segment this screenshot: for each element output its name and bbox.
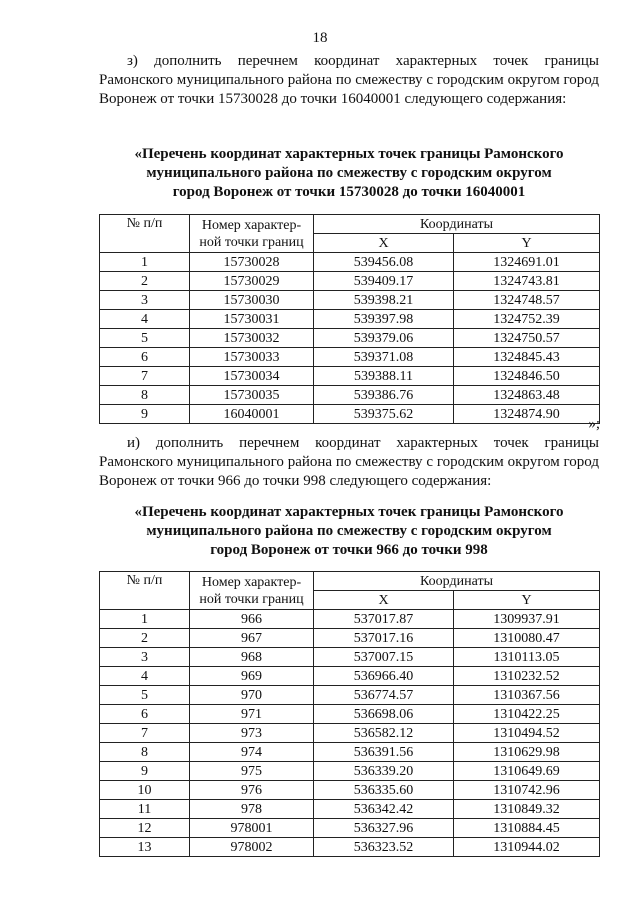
row-number: 9 <box>100 762 190 781</box>
point-number: 978001 <box>190 819 314 838</box>
page-number: 18 <box>312 30 328 46</box>
paragraph-z: з) дополнить перечнем координат характерных точек границы Рамонского муниципального района по смежеству с городским округом город Воронеж от точки 15730028 до точки 16040001 следующего содержания: <box>99 53 599 107</box>
header-point-number: Номер характер- ной точки границ <box>190 215 314 253</box>
point-number: 975 <box>190 762 314 781</box>
table-row <box>100 610 600 629</box>
point-number: 976 <box>190 781 314 800</box>
coordinate-x: 536342.42 <box>314 800 454 819</box>
closing-quote: »; <box>588 416 600 432</box>
row-number: 5 <box>100 329 190 348</box>
coordinate-y: 1310232.52 <box>454 667 600 686</box>
header-x: X <box>314 234 454 253</box>
point-number: 968 <box>190 648 314 667</box>
coordinate-y: 1310629.98 <box>454 743 600 762</box>
row-number: 2 <box>100 629 190 648</box>
row-number: 8 <box>100 743 190 762</box>
row-number: 8 <box>100 386 190 405</box>
coordinate-x: 537007.15 <box>314 648 454 667</box>
coordinate-y: 1324845.43 <box>454 348 600 367</box>
row-number: 5 <box>100 686 190 705</box>
coordinate-x: 539398.21 <box>314 291 454 310</box>
point-number: 15730035 <box>190 386 314 405</box>
paragraph-i: и) дополнить перечнем координат характерных точек границы Рамонского муниципального района по смежеству с городским округом город Воронеж от точки 966 до точки 998 следующего содержания: <box>99 435 599 489</box>
coordinate-y: 1324748.57 <box>454 291 600 310</box>
header-coordinates: Координаты <box>314 572 600 591</box>
point-number: 978002 <box>190 838 314 857</box>
coordinate-y: 1324874.90 <box>454 405 600 424</box>
table-row <box>100 781 600 800</box>
coordinate-y: 1324752.39 <box>454 310 600 329</box>
row-number: 1 <box>100 253 190 272</box>
table-row <box>100 762 600 781</box>
table-row <box>100 386 600 405</box>
coordinate-y: 1324750.57 <box>454 329 600 348</box>
table-heading-1: «Перечень координат характерных точек границы Рамонского муниципального района по смежеству с городским округом город Воронеж от точки 15730028 до точки 16040001 <box>134 146 564 200</box>
row-number: 9 <box>100 405 190 424</box>
coordinate-y: 1324863.48 <box>454 386 600 405</box>
point-number: 16040001 <box>190 405 314 424</box>
table-row <box>100 743 600 762</box>
point-number: 970 <box>190 686 314 705</box>
row-number: 3 <box>100 291 190 310</box>
coordinate-x: 537017.87 <box>314 610 454 629</box>
table-row <box>100 686 600 705</box>
table-row <box>100 272 600 291</box>
coordinate-y: 1310944.02 <box>454 838 600 857</box>
coordinates-table-2 <box>99 571 600 857</box>
row-number: 6 <box>100 348 190 367</box>
header-x: X <box>314 591 454 610</box>
point-number: 15730032 <box>190 329 314 348</box>
coordinates-table-1 <box>99 214 600 424</box>
point-number: 966 <box>190 610 314 629</box>
coordinate-x: 536774.57 <box>314 686 454 705</box>
coordinate-x: 536966.40 <box>314 667 454 686</box>
coordinate-y: 1324691.01 <box>454 253 600 272</box>
table-heading-2: «Перечень координат характерных точек границы Рамонского муниципального района по смежеству с городским округом город Воронеж от точки 966 до точки 998 <box>134 504 564 558</box>
point-number: 978 <box>190 800 314 819</box>
coordinate-x: 539379.06 <box>314 329 454 348</box>
point-number: 15730034 <box>190 367 314 386</box>
table-row <box>100 367 600 386</box>
coordinate-x: 539397.98 <box>314 310 454 329</box>
row-number: 13 <box>100 838 190 857</box>
coordinate-x: 536698.06 <box>314 705 454 724</box>
table-row <box>100 724 600 743</box>
coordinate-y: 1310367.56 <box>454 686 600 705</box>
header-coordinates: Координаты <box>314 215 600 234</box>
table-row <box>100 629 600 648</box>
table-row <box>100 838 600 857</box>
table-row <box>100 329 600 348</box>
header-num: № п/п <box>100 215 190 253</box>
coordinate-x: 536391.56 <box>314 743 454 762</box>
coordinate-x: 537017.16 <box>314 629 454 648</box>
header-point-number: Номер характер- ной точки границ <box>190 572 314 610</box>
header-y: Y <box>454 591 600 610</box>
point-number: 973 <box>190 724 314 743</box>
row-number: 7 <box>100 367 190 386</box>
row-number: 4 <box>100 310 190 329</box>
coordinate-y: 1310080.47 <box>454 629 600 648</box>
coordinate-y: 1324846.50 <box>454 367 600 386</box>
row-number: 11 <box>100 800 190 819</box>
row-number: 4 <box>100 667 190 686</box>
coordinate-x: 536335.60 <box>314 781 454 800</box>
coordinate-y: 1310849.32 <box>454 800 600 819</box>
row-number: 3 <box>100 648 190 667</box>
coordinate-x: 539456.08 <box>314 253 454 272</box>
coordinate-x: 539386.76 <box>314 386 454 405</box>
table-row <box>100 819 600 838</box>
coordinate-y: 1310649.69 <box>454 762 600 781</box>
table-row <box>100 405 600 424</box>
point-number: 15730029 <box>190 272 314 291</box>
coordinate-y: 1310422.25 <box>454 705 600 724</box>
coordinate-y: 1310884.45 <box>454 819 600 838</box>
table-row <box>100 648 600 667</box>
coordinate-x: 536323.52 <box>314 838 454 857</box>
coordinate-x: 539371.08 <box>314 348 454 367</box>
table-row <box>100 667 600 686</box>
point-number: 15730031 <box>190 310 314 329</box>
row-number: 6 <box>100 705 190 724</box>
coordinate-x: 536582.12 <box>314 724 454 743</box>
point-number: 967 <box>190 629 314 648</box>
header-y: Y <box>454 234 600 253</box>
point-number: 15730033 <box>190 348 314 367</box>
coordinate-x: 539375.62 <box>314 405 454 424</box>
coordinate-x: 536327.96 <box>314 819 454 838</box>
coordinate-y: 1310494.52 <box>454 724 600 743</box>
coordinate-y: 1309937.91 <box>454 610 600 629</box>
row-number: 12 <box>100 819 190 838</box>
coordinate-x: 539409.17 <box>314 272 454 291</box>
row-number: 7 <box>100 724 190 743</box>
coordinate-y: 1310742.96 <box>454 781 600 800</box>
table-row <box>100 310 600 329</box>
point-number: 971 <box>190 705 314 724</box>
row-number: 2 <box>100 272 190 291</box>
coordinate-x: 536339.20 <box>314 762 454 781</box>
coordinate-y: 1324743.81 <box>454 272 600 291</box>
table-row <box>100 348 600 367</box>
coordinate-y: 1310113.05 <box>454 648 600 667</box>
row-number: 10 <box>100 781 190 800</box>
table-row <box>100 253 600 272</box>
coordinate-x: 539388.11 <box>314 367 454 386</box>
table-row <box>100 291 600 310</box>
point-number: 15730028 <box>190 253 314 272</box>
header-num: № п/п <box>100 572 190 610</box>
table-row <box>100 705 600 724</box>
point-number: 974 <box>190 743 314 762</box>
table-row <box>100 800 600 819</box>
point-number: 15730030 <box>190 291 314 310</box>
point-number: 969 <box>190 667 314 686</box>
row-number: 1 <box>100 610 190 629</box>
